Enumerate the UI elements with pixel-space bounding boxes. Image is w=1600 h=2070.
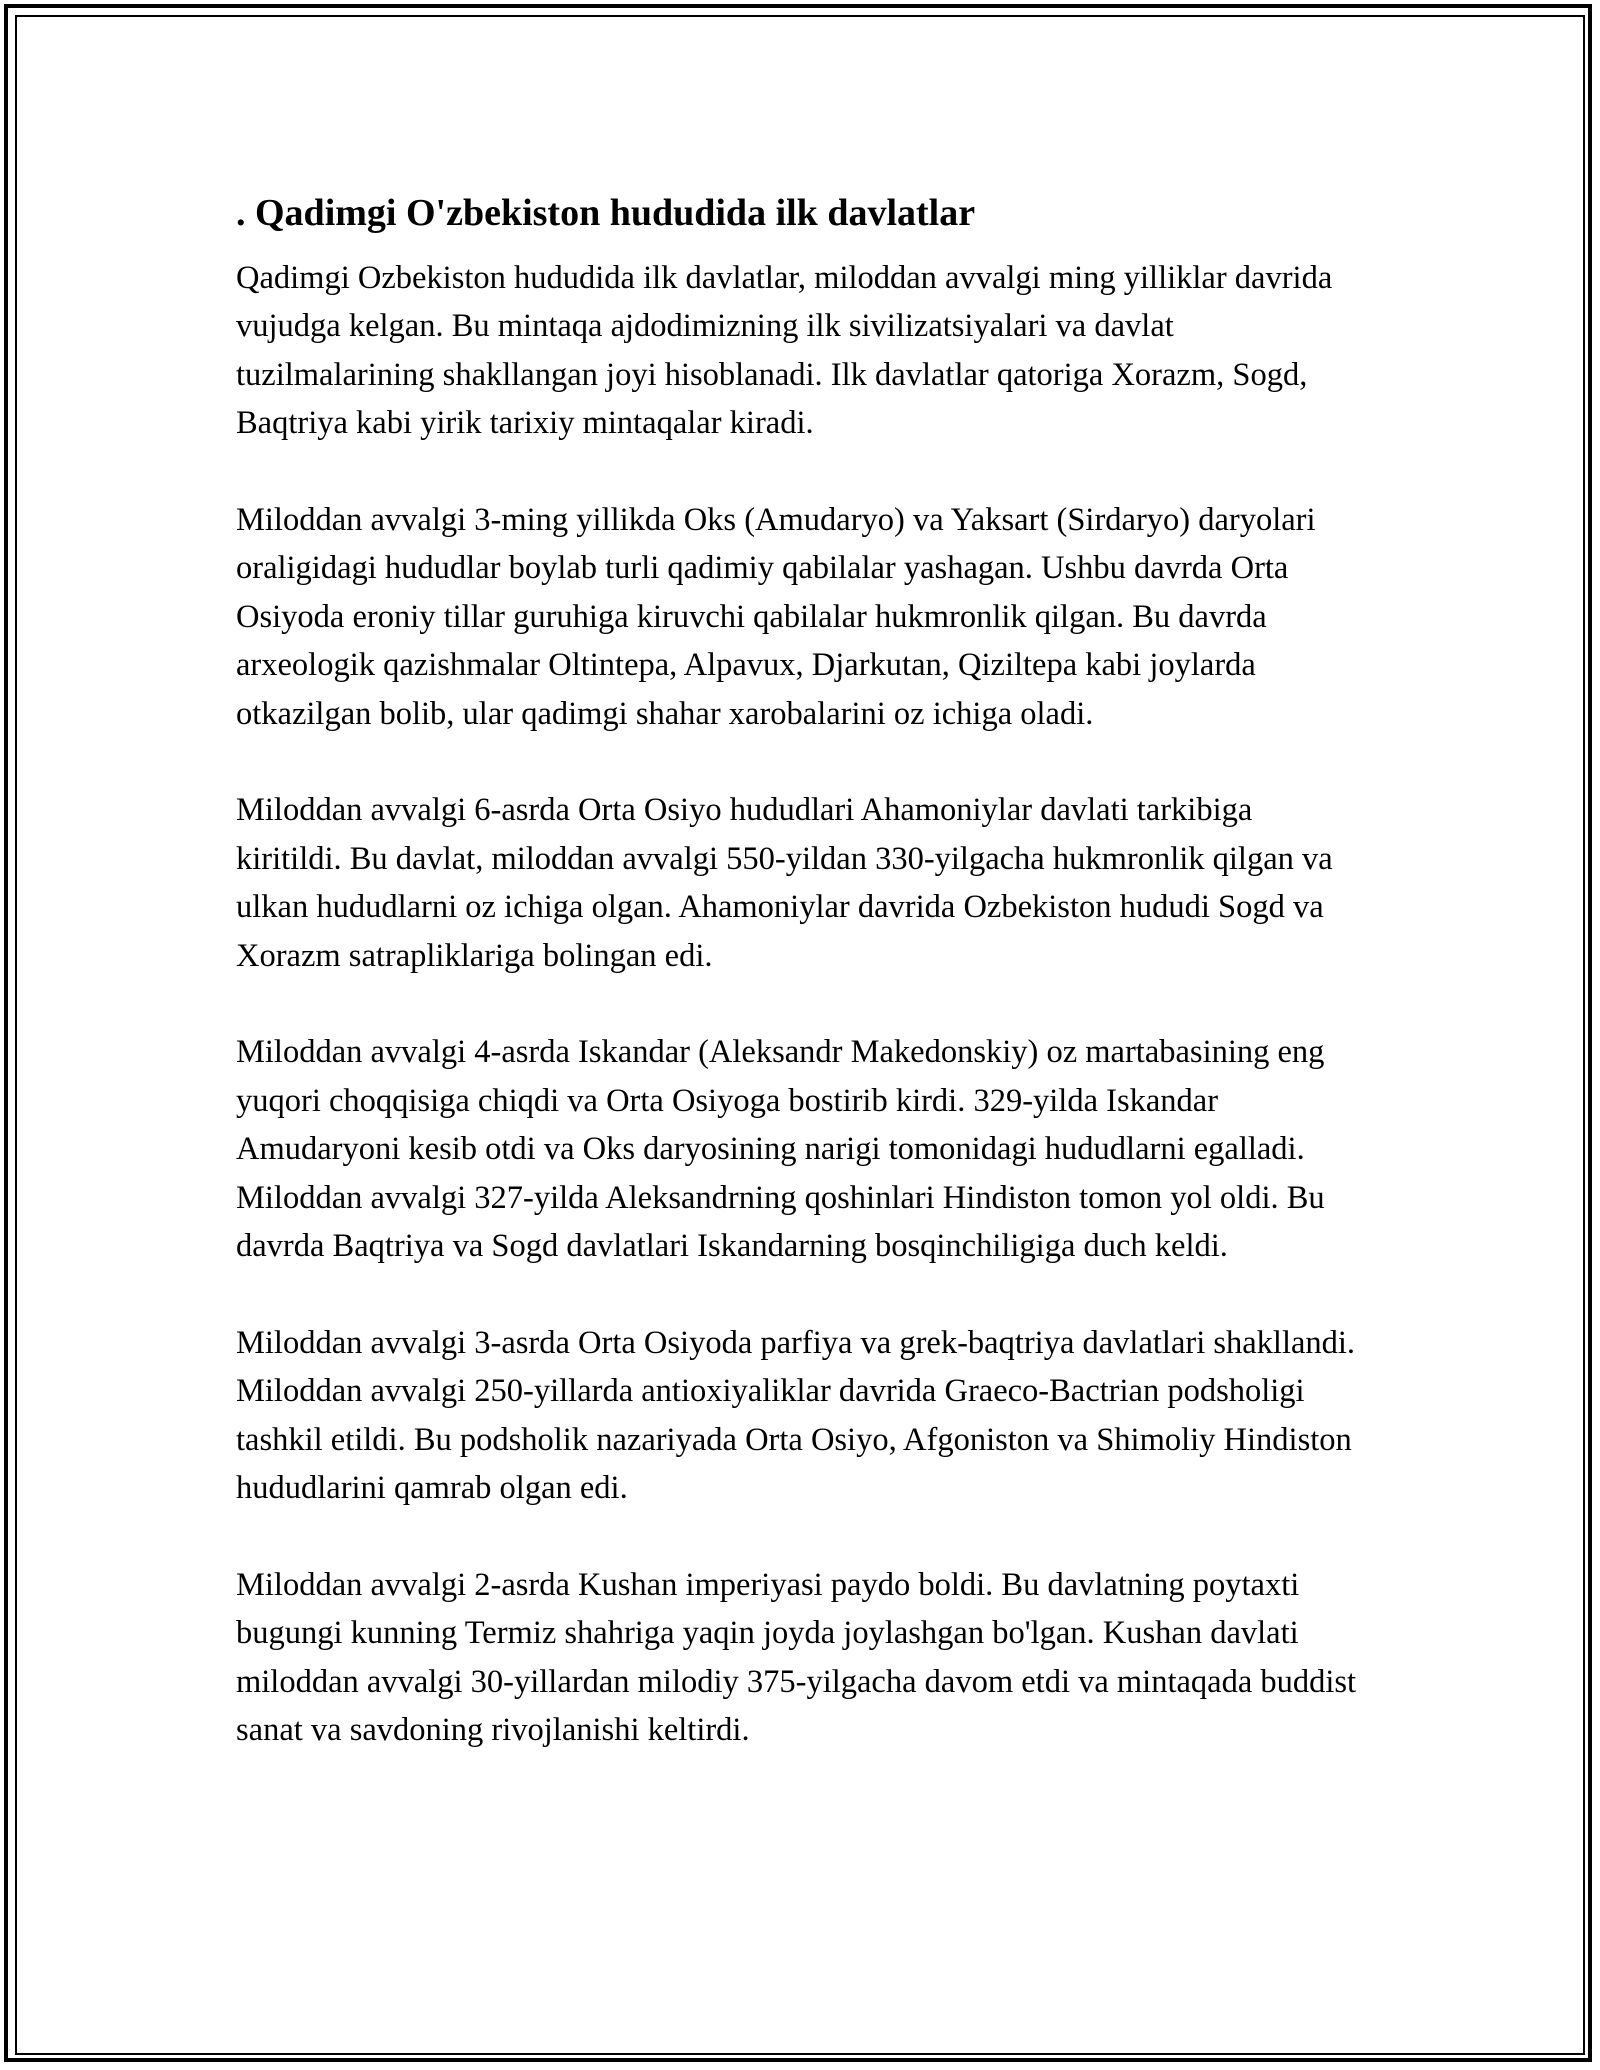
paragraph-ahamoniylar: Miloddan avvalgi 6-asrda Orta Osiyo hududlari Ahamoniylar davlati tarkibiga kiritildi. Bu davlat, miloddan avvalgi 550-yildan 330-yilgacha hukmronlik qilgan va ulkan hududlarni oz ichiga olgan. Ahamoniylar davrida Ozbekiston hududi Sogd va Xorazm satrapliklariga bolingan edi.: [236, 792, 1333, 974]
paragraph-kushan: Miloddan avvalgi 2-asrda Kushan imperiyasi paydo boldi. Bu davlatning poytaxti bugungi kunning Termiz shahriga yaqin joyda joylashgan bo'lgan. Kushan davlati miloddan avvalgi 30-yillardan milodiy 375-yilgacha davom etdi va mintaqada buddist sanat va savdoning rivojlanishi keltirdi.: [236, 1566, 1357, 1749]
paragraph-3-ming-yillik: Miloddan avvalgi 3-ming yillikda Oks (Amudaryo) va Yaksart (Sirdaryo) daryolari oraligidagi hududlar boylab turli qadimiy qabilalar yashagan. Ushbu davrda Orta Osiyoda eroniy tillar guruhiga kiruvchi qabilalar hukmronlik qilgan. Bu davrda arxeologik qazishmalar Oltintepa, Alpavux, Djarkutan, Qiziltepa kabi joylarda otkazilgan bolib, ular qadimgi shahar xarobalarini oz ichiga oladi.: [236, 502, 1316, 732]
document-body: [236, 190, 1366, 1803]
document-title: . Qadimgi O'zbekiston hududida ilk davlatlar: [236, 192, 976, 234]
paragraph-iskandar: Miloddan avvalgi 4-asrda Iskandar (Aleksandr Makedonskiy) oz martabasining eng yuqori choqqisiga chiqdi va Orta Osiyoga bostirib kirdi. 329-yilda Iskandar Amudaryoni kesib otdi va Oks daryosining narigi tomonidagi hududlarni egalladi. Miloddan avvalgi 327-yilda Aleksandrning qoshinlari Hindiston tomon yol oldi. Bu davrda Baqtriya va Sogd davlatlari Iskandarning bosqinchiligiga duch keldi.: [236, 1034, 1325, 1265]
paragraph-grek-baqtriya: Miloddan avvalgi 3-asrda Orta Osiyoda parfiya va grek-baqtriya davlatlari shakllandi. Miloddan avvalgi 250-yillarda antioxiyaliklar davrida Graeco-Bactrian podsholigi tashkil etildi. Bu podsholik nazariyada Orta Osiyo, Afgoniston va Shimoliy Hindiston hududlarini qamrab olgan edi.: [236, 1324, 1356, 1507]
paragraph-ilk-davlatlar: Qadimgi Ozbekiston hududida ilk davlatlar, miloddan avvalgi ming yilliklar davrida vujudga kelgan. Bu mintaqa ajdodimizning ilk sivilizatsiyalari va davlat tuzilmalarining shakllangan joyi hisoblanadi. Ilk davlatlar qatoriga Xorazm, Sogd, Baqtriya kabi yirik tarixiy mintaqalar kiradi.: [236, 260, 1333, 442]
